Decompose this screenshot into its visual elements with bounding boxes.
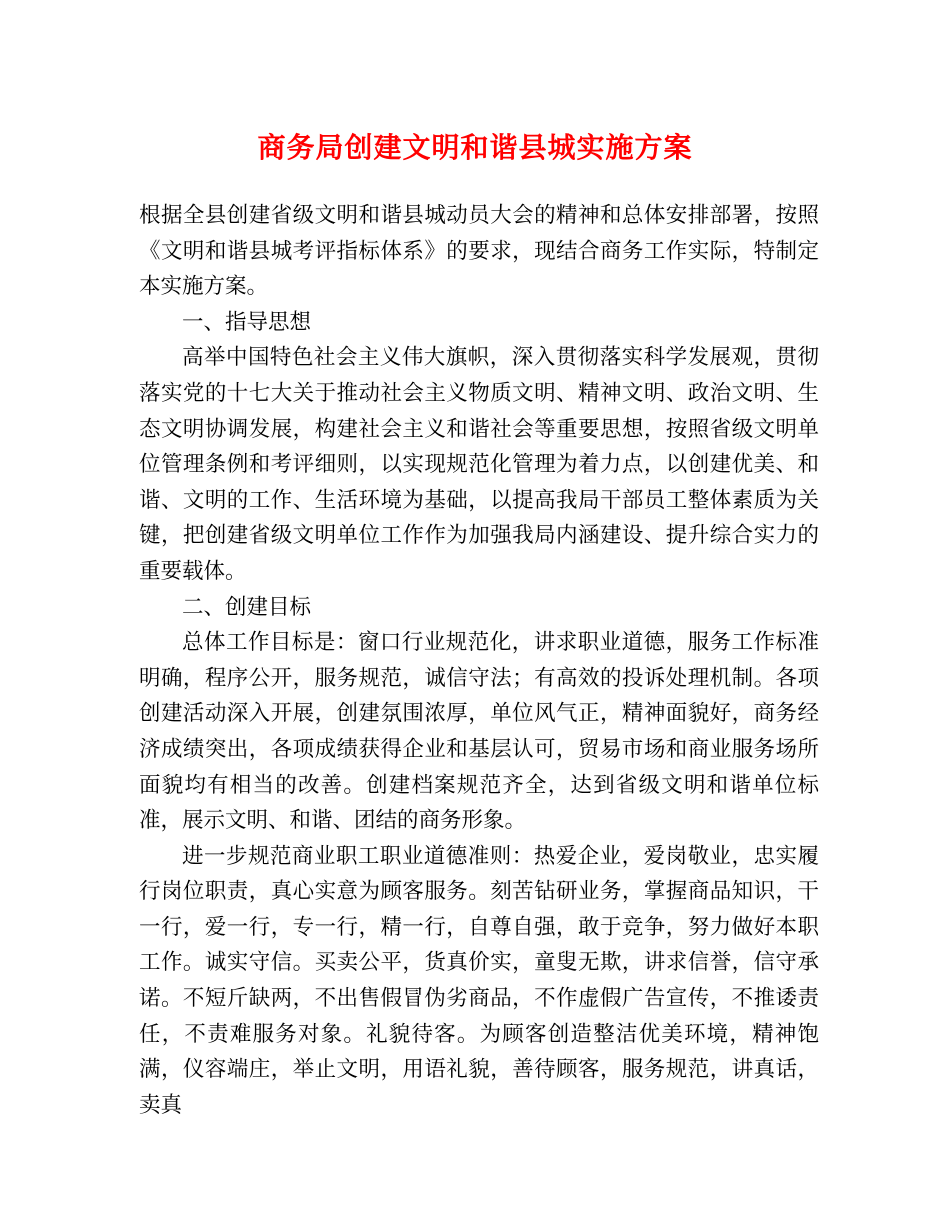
document-title: 商务局创建文明和谐县城实施方案 xyxy=(257,131,693,164)
paragraph-guiding-ideology: 高举中国特色社会主义伟大旗帜，深入贯彻落实科学发展观，贯彻落实党的十七大关于推动社会主义物质文明、精神文明、政治文明、生态文明协调发展，构建社会主义和谐社会等重要思想，按照省级文明单位管理条例和考评细则，以实现规范化管理为着力点，以创建优美、和谐、文明的工作、生活环境为基础，以提高我局干部员工整体素质为关键，把创建省级文明单位工作作为加强我局内涵建设、提升综合实力的重要载体。 xyxy=(139,345,819,584)
heading-goals: 二、创建目标 xyxy=(182,594,312,620)
document-body xyxy=(139,198,819,1123)
heading-guiding-ideology: 一、指导思想 xyxy=(182,309,312,335)
paragraph-intro: 根据全县创建省级文明和谐县城动员大会的精神和总体安排部署，按照《文明和谐县城考评指标体系》的要求，现结合商务工作实际，特制定本实施方案。 xyxy=(139,203,819,300)
paragraph-ethics-standards: 进一步规范商业职工职业道德准则：热爱企业，爱岗敬业，忠实履行岗位职责，真心实意为顾客服务。刻苦钻研业务，掌握商品知识，干一行，爱一行，专一行，精一行，自尊自强，敢于竞争，努力做好本职工作。诚实守信。买卖公平，货真价实，童叟无欺，讲求信誉，信守承诺。不短斤缺两，不出售假冒伪劣商品，不作虚假广告宣传，不推诿责任，不责难服务对象。礼貌待客。为顾客创造整洁优美环境，精神饱满，仪容端庄，举止文明，用语礼貌，善待顾客，服务规范，讲真话，卖真 xyxy=(139,843,819,1118)
paragraph-overall-goals: 总体工作目标是：窗口行业规范化，讲求职业道德，服务工作标准明确，程序公开，服务规范，诚信守法；有高效的投诉处理机制。各项创建活动深入开展，创建氛围浓厚，单位风气正，精神面貌好，商务经济成绩突出，各项成绩获得企业和基层认可，贸易市场和商业服务场所面貌均有相当的改善。创建档案规范齐全，达到省级文明和谐单位标准，展示文明、和谐、团结的商务形象。 xyxy=(139,630,819,834)
